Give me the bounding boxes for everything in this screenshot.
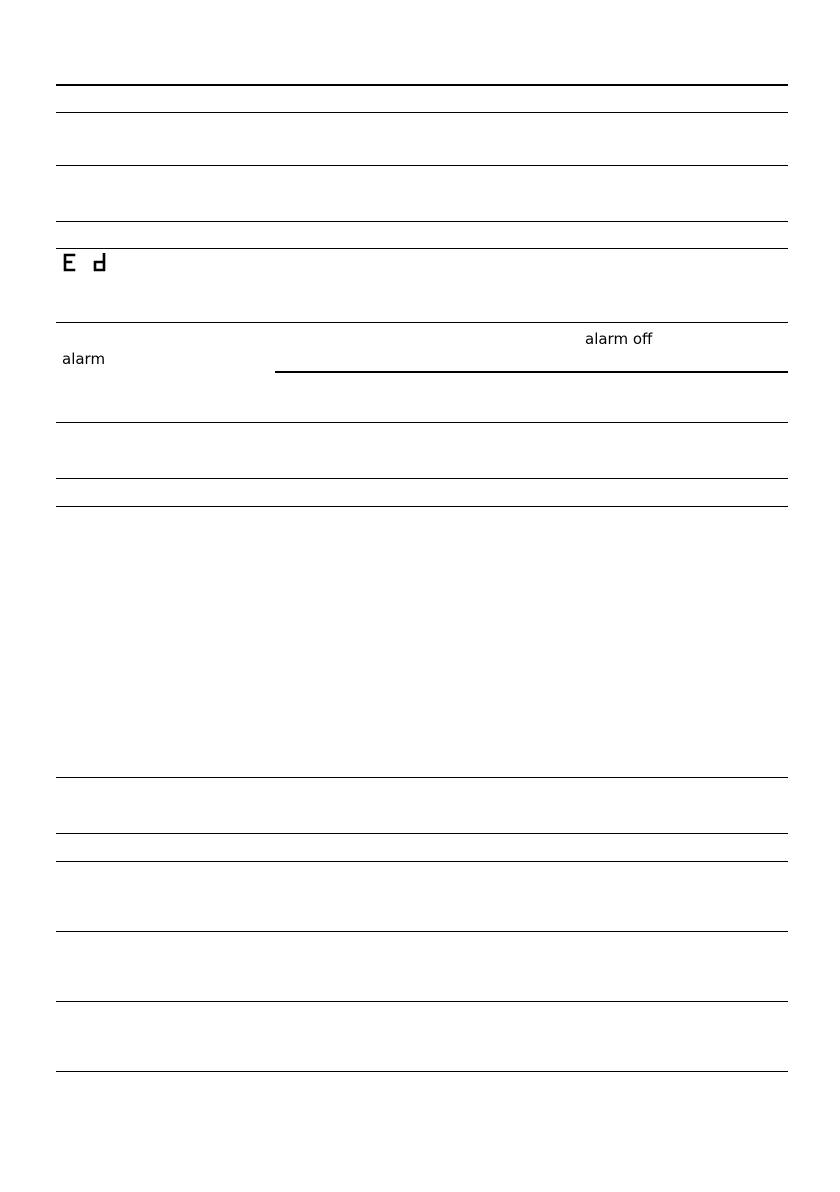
table-row-rule xyxy=(56,506,788,507)
table-row-rule xyxy=(56,478,788,479)
table-header-top-rule xyxy=(56,84,788,86)
table-row-rule xyxy=(56,931,788,932)
table-subrow-rule xyxy=(275,371,788,373)
table-row-rule xyxy=(56,165,788,166)
table-row-rule xyxy=(56,322,788,323)
segment-display-d-icon xyxy=(93,253,107,272)
table-row-rule xyxy=(56,777,788,778)
table-row-rule xyxy=(56,861,788,862)
table-bottom-rule xyxy=(56,1071,788,1072)
table-row-rule xyxy=(56,221,788,222)
table-row-rule xyxy=(56,422,788,423)
alarm-off-remedy-label: alarm off xyxy=(585,330,653,348)
table-row-rule xyxy=(56,248,788,249)
table-row-rule xyxy=(56,1001,788,1002)
table-row-rule xyxy=(56,833,788,834)
alarm-fault-label: alarm xyxy=(62,350,106,368)
table-header-bottom-rule xyxy=(56,112,788,113)
segment-display-E-icon xyxy=(62,253,76,272)
